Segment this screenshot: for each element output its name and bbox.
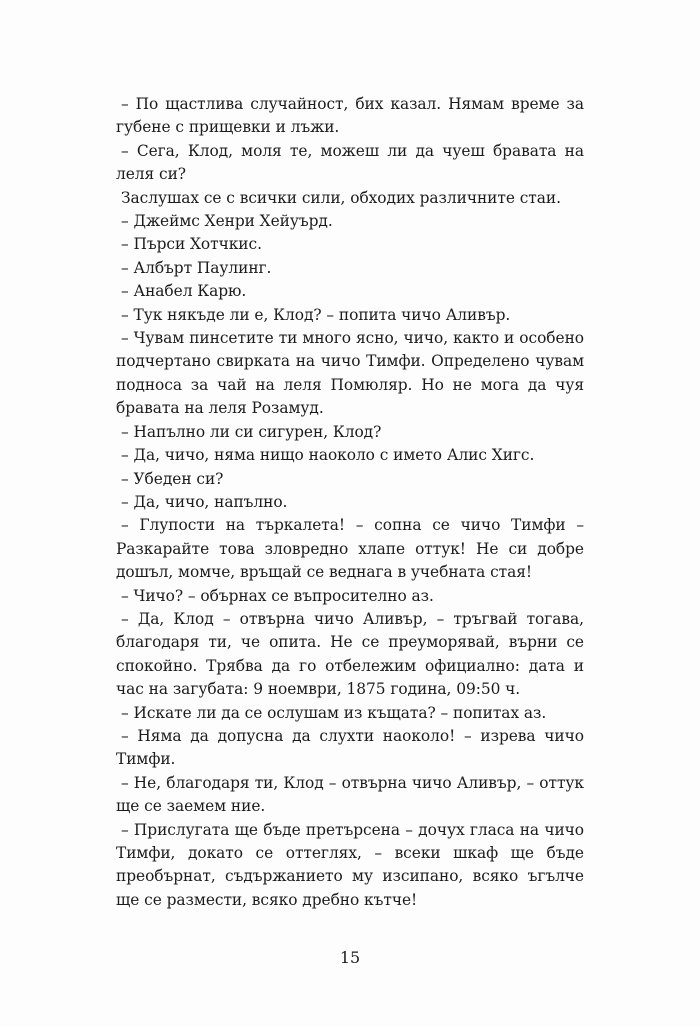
page-number: 15 xyxy=(339,948,361,967)
paragraph: – Чичо? – обърнах се въпросително аз. xyxy=(121,586,434,605)
paragraph: – Няма да допусна да слухти наоколо! – изрева чичо Тимфи. xyxy=(116,726,584,769)
paragraph: – Напълно ли си сигурен, Клод? xyxy=(121,422,382,441)
paragraph: – Албърт Паулинг. xyxy=(121,258,272,277)
paragraph: – Тук някъде ли е, Клод? – попита чичо Аливър. xyxy=(121,305,511,324)
paragraph: – Чувам пинсетите ти много ясно, чичо, както и особено подчертано свирката на чичо Тимфи. Определено чувам подноса за чай на леля Помюляр. Но не мога да чуя бравата на леля Розамуд. xyxy=(116,329,584,418)
paragraph: – Да, Клод – отвърна чичо Аливър, – тръгвай тогава, благодаря ти, че опита. Не се преуморявай, върни се спокойно. Трябва да го отбележим официално: дата и час на загубата: 9 ноември, 1875 година, 09:50 ч. xyxy=(116,609,584,699)
paragraph: – Пърси Хотчкис. xyxy=(121,235,262,254)
paragraph: Заслушах се с всички сили, обходих различните стаи. xyxy=(121,188,561,207)
paragraph: – Глупости на търкалета! – сопна се чичо Тимфи – Разкарайте това зловредно хлапе оттук! Не си добре дошъл, момче, връщай се веднага в учебната стая! xyxy=(116,516,584,582)
paragraph: – По щастлива случайност, бих казал. Нямам време за губене с прищевки и лъжи. xyxy=(116,95,584,137)
paragraph: – Сега, Клод, моля те, можеш ли да чуеш бравата на леля си? xyxy=(116,141,584,184)
body-text xyxy=(116,93,584,912)
paragraph: – Прислугата ще бъде претърсена – дочух гласа на чичо Тимфи, докато се оттеглях, – всеки шкаф ще бъде преобърнат, съдържанието му изсипано, всяко ъгълче ще се размести, всяко дребно кътче! xyxy=(116,820,584,909)
paragraph: – Джеймс Хенри Хейуърд. xyxy=(121,212,333,231)
paragraph: – Да, чичо, напълно. xyxy=(121,492,288,511)
paragraph: – Анабел Карю. xyxy=(121,282,247,301)
paragraph: – Убеден си? xyxy=(121,469,224,488)
paragraph: – Не, благодаря ти, Клод – отвърна чичо Аливър, – оттук ще се заемем ние. xyxy=(116,773,584,816)
paragraph: – Да, чичо, няма нищо наоколо с името Алис Хигс. xyxy=(121,446,535,465)
paragraph: – Искате ли да се ослушам из къщата? – попитах аз. xyxy=(121,703,547,722)
